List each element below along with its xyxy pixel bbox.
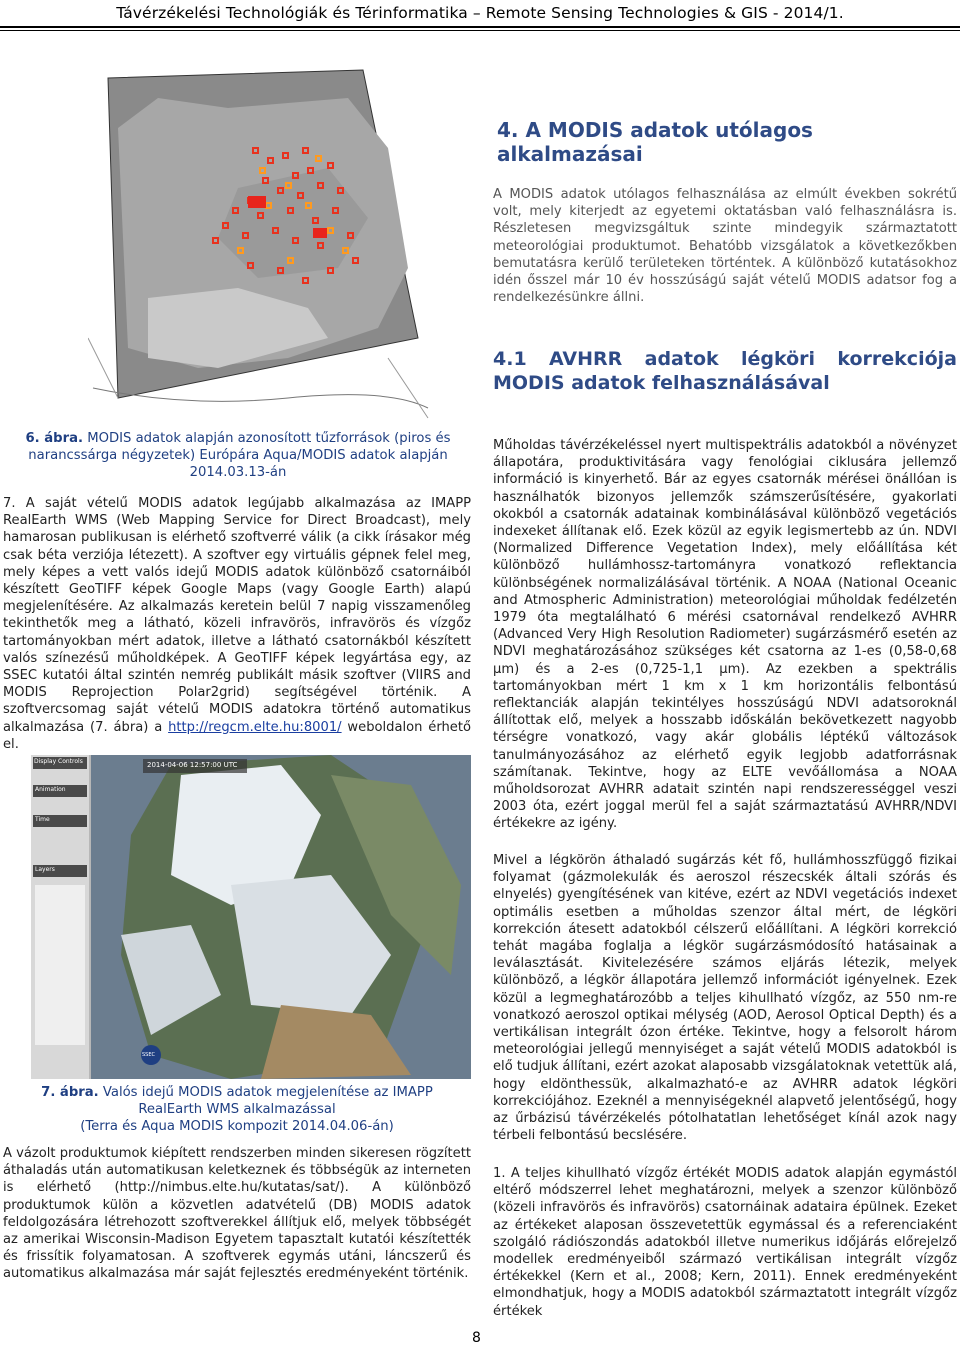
ssec-logo-text: SSEC bbox=[142, 1052, 155, 1058]
regcm-link[interactable]: http://regcm.elte.hu:8001/ bbox=[168, 719, 342, 735]
right-paragraph-1: Műholdas távérzékeléssel nyert multispektrális adatokból a növényzet állapotára, produktivitására vagy fenológiai ciklusára jellemző információ is kinyerhető. Bár az egyes csatornák mérései önállóan is használhatók bizonyos jellemzők számszerűsítésére, gyakorlati okokból a csatornák adatainak kombinálásával különböző vegetációs indexeket állítanak elő. Ezek közül az egyik legismertebb az ún. NDVI (Normalized Difference Vegetation Index), mely előállítása két különböző hullámhossz-tartományra vonatkozó reflektancia különbségének normalizálásával történik. A NOAA (National Oceanic and Atmospheric Administration) meteorológiai műholdak fedélzetén 1979 óta megtalálható 6 mérési csatornával rendelkező AVHRR (Advanced Very High Resolution Radiometer) sugárzásmérő esetén az NDVI meghatározásához szükséges két csatorna az 1-es (0,58-0,68 μm) és a 2-es (0,725-1,1 μm). Az ezekben a spektrális tartományokban mért 1 km x 1 km horizontális felbontású reflektanciák alapján tekintélyes hosszúságú NDVI adatsoroknál állítottak elő, melyek a hosszabb időskálán bekövetkezett nagyobb térségre vonatkozó, vagy akár globális léptékű változások tanulmányozásához az elérhető egyik legjobb adatforrásnak számítanak. Tekintve, hogy az ELTE vevőállomása a NOAA műholdsorozat AVHRR adatait szintén napi rendszerességgel veszi 2003 óta, ezért joggal merül fel a saját származtatású AVHRR/NDVI értékekre az igény. bbox=[493, 438, 957, 832]
right-paragraph-3: 1. A teljes kihullható vízgőz értékét MODIS adatok alapján egymástól eltérő módszerrel lehet meghatározni, melyek a szenzor különböző (közeli infravörös és infravörös) csatornáinak adataira épülnek. Ezeket az értékeket alaposan összevetettük egymással és a referenciaként szolgáló rádiószondás adatokból illetve numerikus időjárás előrejelző modellek eredményeiből származó vertikálisan integrált vízgőz értékekkel (Kern et al., 2008; Kern, 2011). Ennek eredményeként elmondhatjuk, hogy a MODIS adatokból származtatott integrált vízgőz értékek bbox=[493, 1166, 957, 1319]
figure-6-caption-text: MODIS adatok alapján azonosított tűzforrások (piros és narancssárga négyzetek) Európára Aqua/MODIS adatok alapján 2014.03.13-án bbox=[28, 431, 451, 480]
figure-6-caption bbox=[8, 430, 468, 481]
left-paragraph-1 bbox=[3, 495, 471, 753]
heading-word: korrekciója bbox=[837, 348, 957, 370]
heading-word: 4.1 bbox=[493, 348, 527, 370]
section-4-intro: A MODIS adatok utólagos felhasználása az elmúlt években sokrétű volt, mely kiterjedt az egyetemi oktatásban való felhasználásra is. Részletesen megvizsgáltuk szinte mindegyik származtatott meteorológiai produktumot. Behatóbb vizsgálatok a következőkben bemutatásra kerülő területeken történtek. A különböző kutatásokhoz idén ősszel már 10 év hosszúságú saját vételű MODIS adatsor fog a rendelkezésünkre állni. bbox=[493, 187, 957, 306]
left-paragraph-2: A vázolt produktumok kiépített rendszerben minden sikeresen rögzített áthaladás után automatikusan keletkeznek és többségük az interneten is elérhető (http://nimbus.elte.hu/kutatas/sat/). A különböző produktumok külön a közvetlen adatvételű (DB) MODIS adatok feldolgozására létrehozott szoftverekkel állítjuk elő, melyek többségét az amerikai Wisconsin-Madison Egyetem tapasztalt kutatói készítették és frissítik folyamatosan. A szoftverek egymás utáni, láncszerű és automatikus alkalmazása már saját fejlesztés eredményeként történik. bbox=[3, 1146, 471, 1282]
page-number: 8 bbox=[472, 1330, 481, 1346]
section-4-heading: 4. A MODIS adatok utólagos alkalmazásai bbox=[497, 118, 813, 166]
section-4-1-heading bbox=[493, 347, 957, 395]
figure-7-caption-line-3: (Terra és Aqua MODIS kompozit 2014.04.06-án) bbox=[80, 1119, 394, 1134]
header-rule bbox=[0, 26, 960, 28]
heading-line-2: MODIS adatok felhasználásával bbox=[493, 372, 830, 394]
figure-7-caption-line-1: Valós idejű MODIS adatok megjelenítése az IMAPP bbox=[102, 1085, 433, 1100]
figure-7-realearth-screenshot bbox=[31, 755, 471, 1079]
heading-word: adatok bbox=[644, 348, 719, 370]
right-paragraph-2: Mivel a légkörön áthaladó sugárzás két fő, hullámhosszfüggő fizikai folyamat (gázmolekulák és aeroszol részecskék általi szórás és elnyelés) gyengítésének van kitéve, ezért az NDVI vegetációs indexet optimális esetben a műholdas szenzor által mért, de légköri korrekción átesett adatokból célszerű előállítani. A légköri korrekció tehát magába foglalja a légkör sugárzásmódosító hatásainak a leválasztását. Kivitelezésére számos eljárás létezik, melyek különböző, a légkör állapotára jellemző információt igényelnek. Ezek közül a legmeghatározóbb a teljes kihullható vízgőz, az 550 nm-re vonatkozó aeroszol optikai mélység (AOD, Aerosol Optical Depth) és a vertikálisan integrált ózon értéke. Tekintve, hogy a felsorolt három meteorológiai jellegű mennyiséget a saját vételű MODIS adatokból is elő tudjuk állítani, ezért azokat alaposabb vizsgálatoknak vetettük alá, hogy eldönthessük, alkalmazható-e az AVHRR adatok légköri korrekciójához. Ezeknél a mennyiségeknél alapvető jelentőségű, hogy az űrbázisú távérzékelés pótolhatatlan lehetőséget kínál azok nagy térbeli felbontású becslésére. bbox=[493, 853, 957, 1144]
panel-title: Display Controls bbox=[34, 758, 83, 765]
figure-7-caption-line-2: RealEarth WMS alkalmazással bbox=[138, 1102, 336, 1117]
running-header: Távérzékelési Technológiák és Térinformatika – Remote Sensing Technologies & GIS - 2014/1. bbox=[116, 4, 844, 22]
left-paragraph-1-text: 7. A saját vételű MODIS adatok legújabb alkalmazása az IMAPP RealEarth WMS (Web Mapping Service for Direct Broadcast), mely hamarosan publikusan is elérhető szoftverré válik (a cikk írásakor még csak béta verziója létezett). A szoftver egy virtuális gépnek felel meg, mely képes a vett valós idejű MODIS adatok különböző csatornáiból készített GeoTIFF képek Google Maps (vagy Google Earth) alapú megjelenítésére. Az alkalmazás keretein belül 7 napig visszamenőleg tekinthetők meg a látható, közeli infravörös, infravörös és vízgőz tartományokban mért adatok, illetve a látható csatornákból készített valós színezésű műholdképek. A GeoTIFF képek legyártása egy, az SSEC kutatói által szintén nemrég publikált másik szoftver (VIIRS and MODIS Reprojection Polar2grid) segítségével történik. A szoftvercsomag saját vételű MODIS adatokra történő automatikus alkalmazása (7. ábra) a bbox=[3, 496, 471, 735]
map-timestamp: 2014-04-06 12:57:00 UTC bbox=[147, 761, 238, 769]
panel-layers[interactable]: Layers bbox=[35, 866, 55, 873]
figure-6-fire-map bbox=[88, 68, 430, 420]
panel-time[interactable]: Time bbox=[35, 816, 50, 823]
figure-6-label: 6. ábra. bbox=[25, 431, 83, 446]
realearth-map bbox=[31, 755, 471, 1079]
figure-7-caption bbox=[3, 1084, 471, 1135]
heading-word: AVHRR bbox=[549, 348, 623, 370]
header-rule-thin bbox=[0, 30, 960, 31]
heading-word: légköri bbox=[740, 348, 816, 370]
panel-animation[interactable]: Animation bbox=[35, 786, 66, 793]
figure-7-label: 7. ábra. bbox=[41, 1085, 99, 1100]
left-paragraph-1-tail: weboldalon érhető el. bbox=[3, 719, 471, 752]
